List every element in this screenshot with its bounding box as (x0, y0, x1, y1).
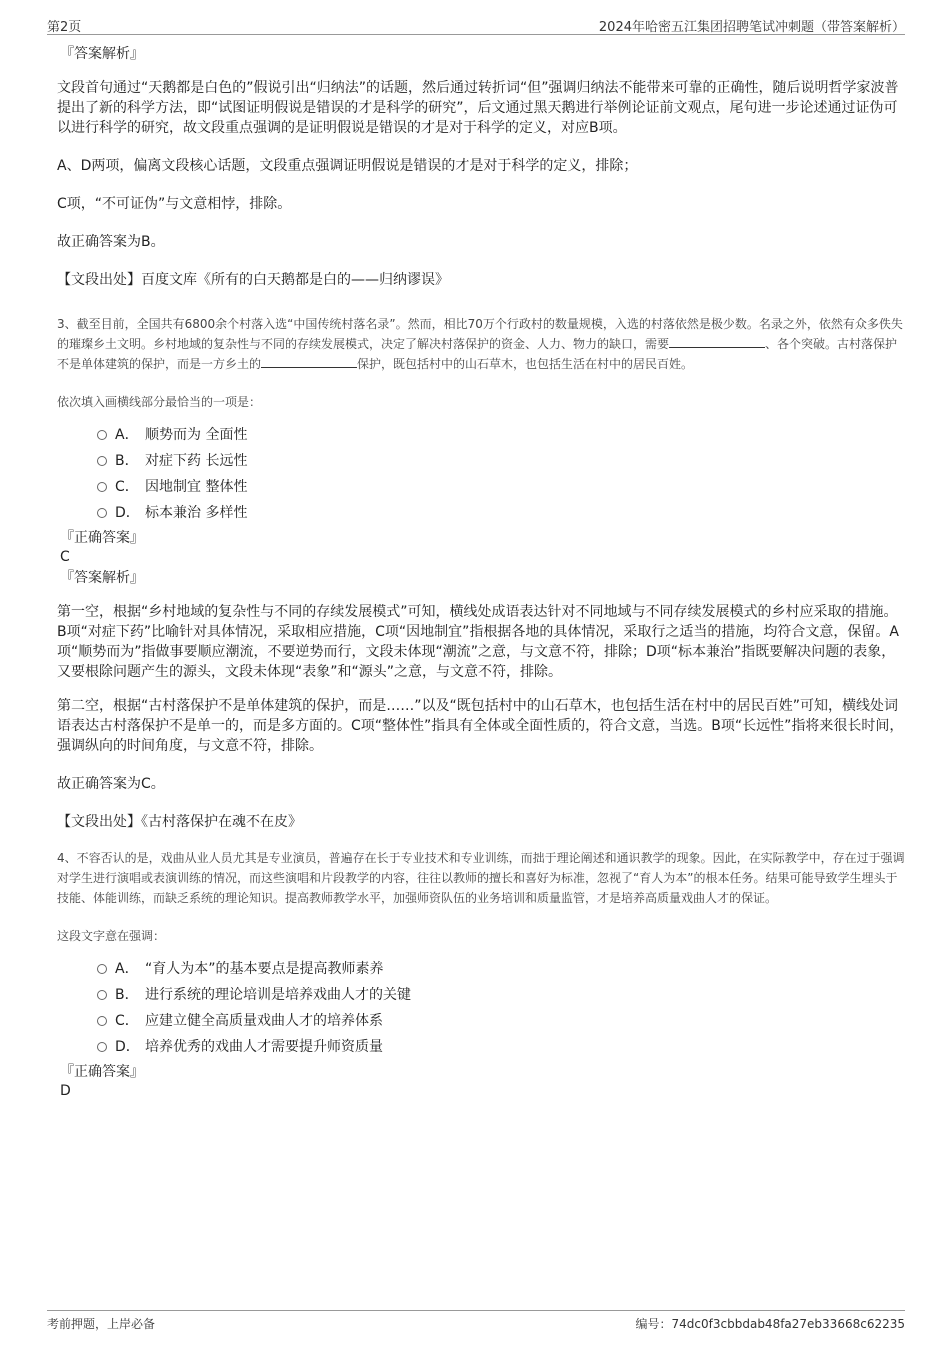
question-prompt: 这段文字意在强调： (57, 929, 166, 943)
document-title: 2024年哈密五江集团招聘笔试冲刺题（带答案解析） (598, 20, 905, 35)
question-prompt: 依次填入画横线部分最恰当的一项是： (57, 395, 262, 409)
option-letter: D． (115, 505, 140, 521)
analysis-paragraph: C项，“不可证伪”与文意相悖，排除。 (57, 196, 292, 212)
option-text: 顺势而为 全面性 (145, 427, 248, 443)
page-number: 第2页 (47, 20, 82, 35)
document-serial: 编号：74dc0f3cbbdab48fa27eb33668c62235 (635, 1317, 905, 1331)
radio-button[interactable] (97, 1016, 107, 1026)
question-4 (57, 848, 905, 1100)
document-body (57, 44, 905, 1100)
option-letter: A． (115, 961, 139, 977)
radio-button[interactable] (97, 508, 107, 518)
option-text: 培养优秀的戏曲人才需要提升师资质量 (145, 1039, 383, 1055)
radio-button[interactable] (97, 482, 107, 492)
option-c[interactable] (97, 474, 905, 500)
option-letter: D． (115, 1039, 140, 1055)
option-text: 因地制宜 整体性 (145, 479, 248, 495)
option-letter: B． (115, 987, 139, 1003)
radio-button[interactable] (97, 1042, 107, 1052)
page-footer (47, 1310, 905, 1333)
analysis-paragraph: 文段首句通过“天鹅都是白色的”假说引出“归纳法”的话题，然后通过转折词“但”强调归纳法不能带来可靠的正确性，随后说明哲学家波普提出了新的科学方法，即“试图证明假说是错误的才是科学的研究”，后文通过黑天鹅进行举例论证前文观点，尾句进一步论述通过证伪可以进行科学的研究，故文段重点强调的是证明假说是错误的才是对于科学的定义，对应B项。 (57, 80, 899, 136)
option-text: 标本兼治 多样性 (145, 505, 248, 521)
analysis-paragraph: A、D两项，偏离文段核心话题，文段重点强调证明假说是错误的才是对于科学的定义，排除； (57, 158, 638, 174)
option-c[interactable] (97, 1008, 905, 1034)
question-stem (57, 314, 905, 374)
options-list (97, 956, 905, 1060)
stem-text: 、各个突破。古村落保护不是单体建筑的保护，而是一方乡土的 (57, 337, 898, 371)
option-letter: C． (115, 479, 139, 495)
fill-blank (261, 355, 357, 368)
option-letter: B． (115, 453, 139, 469)
radio-button[interactable] (97, 990, 107, 1000)
option-text: 对症下药 长远性 (145, 453, 248, 469)
option-a[interactable] (97, 422, 905, 448)
footer-slogan: 考前押题，上岸必备 (47, 1317, 156, 1331)
option-d[interactable] (97, 500, 905, 526)
analysis-label: 『答案解析』 (60, 570, 144, 586)
option-b[interactable] (97, 982, 905, 1008)
radio-button[interactable] (97, 964, 107, 974)
option-text: “育人为本”的基本要点是提高教师素养 (145, 961, 384, 977)
radio-button[interactable] (97, 430, 107, 440)
question-2-analysis (57, 44, 905, 290)
question-3 (57, 314, 905, 832)
options-list (97, 422, 905, 526)
conclusion-text: 故正确答案为B。 (57, 234, 165, 250)
source-citation: 【文段出处】百度文库《所有的白天鹅都是白的——归纳谬误》 (57, 272, 449, 288)
option-b[interactable] (97, 448, 905, 474)
option-a[interactable] (97, 956, 905, 982)
analysis-label: 『答案解析』 (60, 46, 144, 62)
option-d[interactable] (97, 1034, 905, 1060)
analysis-paragraph: 第二空，根据“古村落保护不是单体建筑的保护，而是……”以及“既包括村中的山石草木，也包括生活在村中的居民百姓”可知，横线处词语表达古村落保护不是单一的，而是多方面的。C项“整体性”指具有全体或全面性质的，符合文意，当选。B项“长远性”指将来很长时间，强调纵向的时间角度，与文意不符，排除。 (57, 698, 904, 754)
correct-answer-label: 『正确答案』 (60, 530, 144, 546)
option-text: 应建立健全高质量戏曲人才的培养体系 (145, 1013, 383, 1029)
correct-answer-label: 『正确答案』 (60, 1064, 144, 1080)
option-letter: A． (115, 427, 139, 443)
stem-text: 3、截至目前，全国共有6800余个村落入选“中国传统村落名录”。然而，相比70万个行政村的数量规模，入选的村落依然是极少数。名录之外，依然有众多佚失的璀璨乡土文明。乡村地域的复杂性与不同的存续发展模式，决定了解决村落保护的资金、人力、物力的缺口，需要 (57, 317, 903, 351)
radio-button[interactable] (97, 456, 107, 466)
source-citation: 【文段出处】《古村落保护在魂不在皮》 (57, 814, 302, 830)
option-letter: C． (115, 1013, 139, 1029)
fill-blank (669, 335, 765, 348)
conclusion-text: 故正确答案为C。 (57, 776, 165, 792)
option-text: 进行系统的理论培训是培养戏曲人才的关键 (145, 987, 411, 1003)
stem-text: 保护，既包括村中的山石草木，也包括生活在村中的居民百姓。 (357, 357, 694, 371)
question-stem: 4、不容否认的是，戏曲从业人员尤其是专业演员，普遍存在长于专业技术和专业训练，而拙于理论阐述和通识教学的现象。因此，在实际教学中，存在过于强调对学生进行演唱或表演训练的情况，而这些演唱和片段教学的内容，往往以教师的擅长和喜好为标准，忽视了“育人为本”的根本任务。结果可能导致学生埋头于技能、体能训练，而缺乏系统的理论知识。提高教师教学水平，加强师资队伍的业务培训和质量监管，才是培养高质量戏曲人才的保证。 (57, 851, 905, 905)
analysis-paragraph: 第一空，根据“乡村地域的复杂性与不同的存续发展模式”可知，横线处成语表达针对不同地域与不同存续发展模式的乡村应采取的措施。B项“对症下药”比喻针对具体情况，采取相应措施，C项“因地制宜”指根据各地的具体情况，采取行之适当的措施，均符合文意，保留。A项“顺势而为”指做事要顺应潮流，不要逆势而行，文段未体现“潮流”之意，与文意不符，排除；D项“标本兼治”指既要解决问题的表象，又要根除问题产生的源头，文段未体现“表象”和“源头”之意，与文意不符，排除。 (57, 604, 899, 680)
correct-answer: D (60, 1083, 71, 1099)
page-header (47, 14, 905, 35)
correct-answer: C (60, 549, 70, 565)
